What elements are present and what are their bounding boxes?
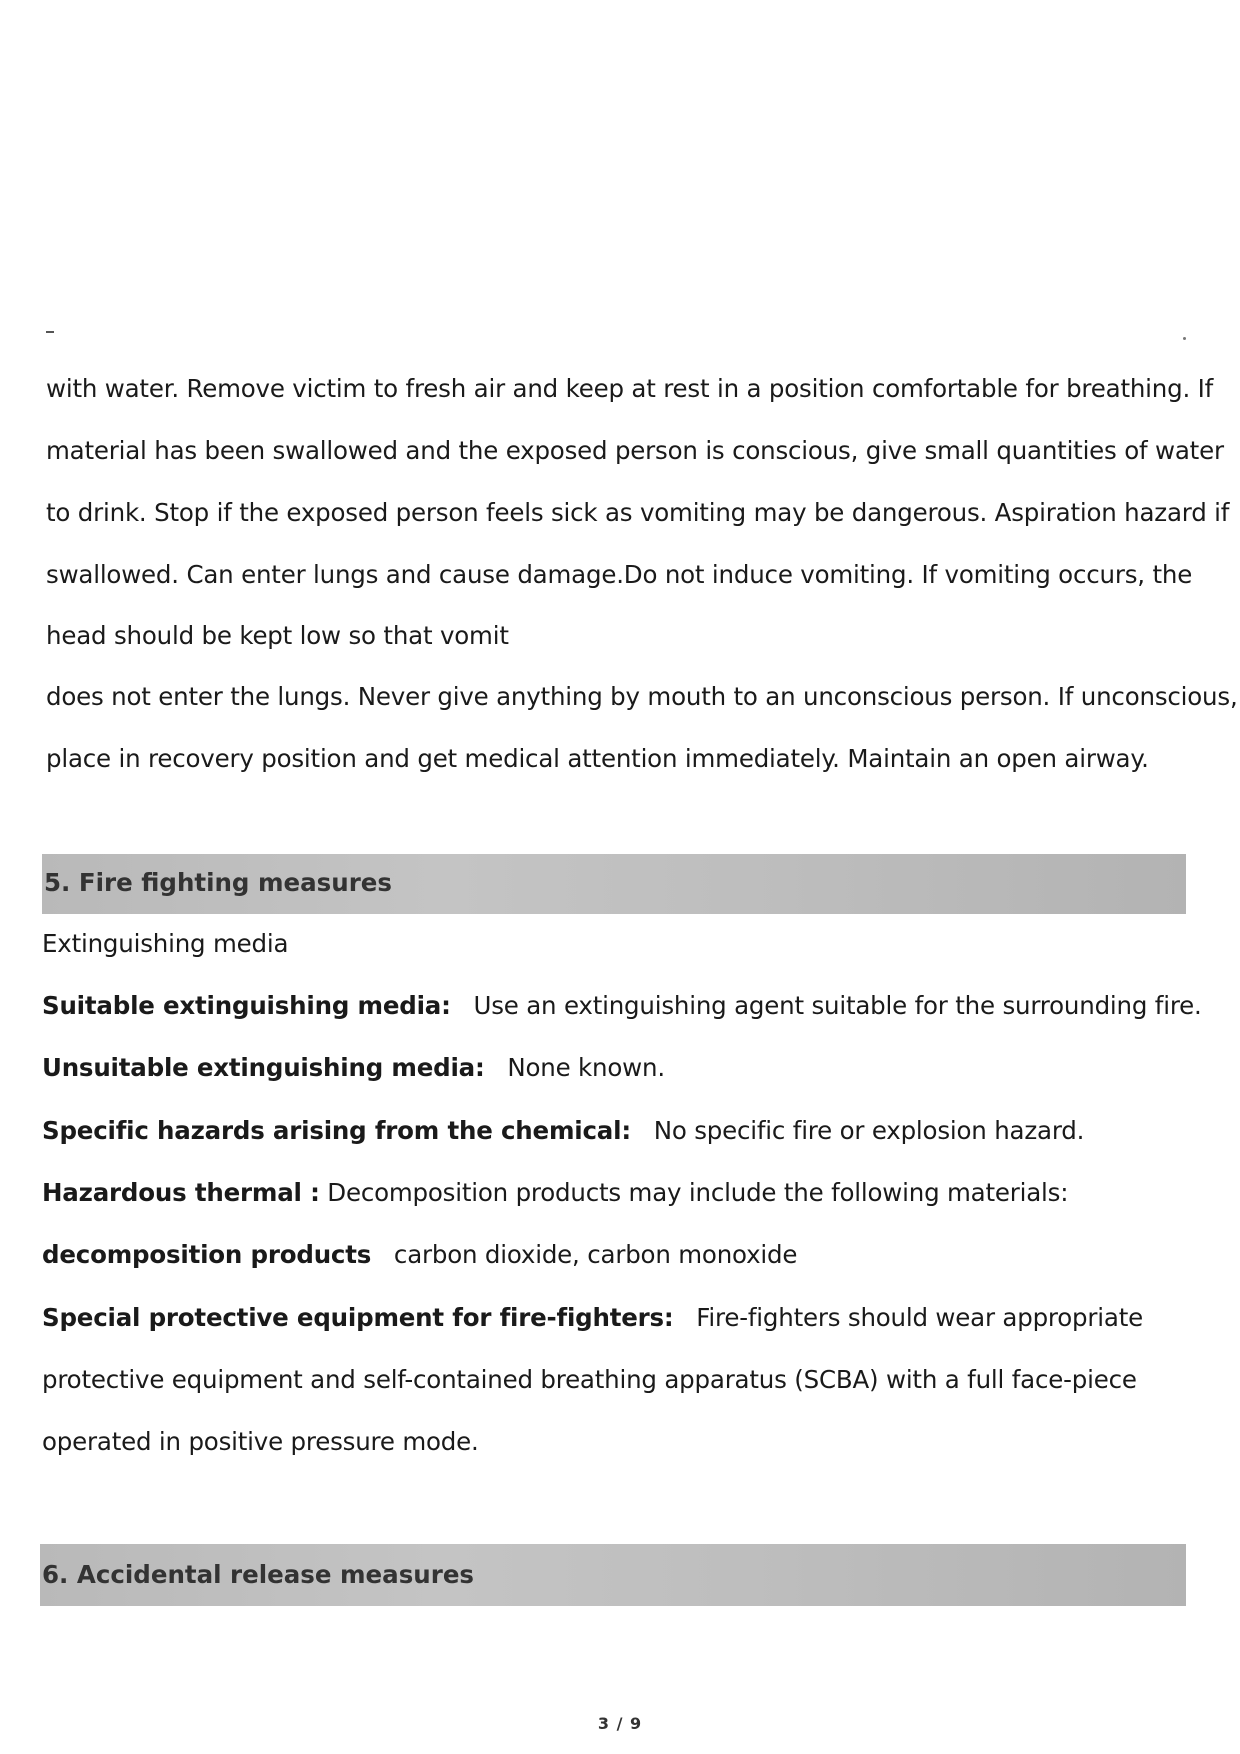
unsuitable-media-label: Unsuitable extinguishing media: bbox=[42, 1053, 485, 1082]
first-aid-line: does not enter the lungs. Never give anything by mouth to an unconscious person. If unconscious, bbox=[46, 682, 1238, 711]
first-aid-line: head should be kept low so that vomit bbox=[46, 621, 509, 650]
protective-equipment-value: Fire-fighters should wear appropriate bbox=[696, 1303, 1143, 1332]
unsuitable-media-row bbox=[42, 1053, 665, 1083]
decomposition-products-label: decomposition products bbox=[42, 1240, 372, 1269]
first-aid-line: with water. Remove victim to fresh air and keep at rest in a position comfortable for breathing. If bbox=[46, 374, 1214, 403]
hazardous-thermal-row bbox=[42, 1178, 1068, 1208]
suitable-media-value: Use an extinguishing agent suitable for the surrounding fire. bbox=[473, 991, 1202, 1020]
decomposition-products-row bbox=[42, 1240, 797, 1270]
first-aid-line: swallowed. Can enter lungs and cause damage.Do not induce vomiting. If vomiting occurs, the bbox=[46, 560, 1193, 589]
section-6-header bbox=[40, 1544, 1186, 1606]
hazardous-thermal-value: Decomposition products may include the following materials: bbox=[327, 1178, 1069, 1207]
unsuitable-media-value: None known. bbox=[507, 1053, 665, 1082]
protective-equipment-label: Special protective equipment for fire-fighters: bbox=[42, 1303, 674, 1332]
decomposition-products-value: carbon dioxide, carbon monoxide bbox=[393, 1240, 798, 1269]
page-number: 3 / 9 bbox=[597, 1714, 643, 1733]
suitable-media-row bbox=[42, 991, 1202, 1021]
protective-equipment-line: operated in positive pressure mode. bbox=[42, 1427, 479, 1456]
section-5-header bbox=[42, 854, 1186, 914]
section-5-title: 5. Fire fighting measures bbox=[44, 868, 392, 897]
extinguishing-media-heading: Extinguishing media bbox=[42, 929, 289, 958]
first-aid-line: to drink. Stop if the exposed person feels sick as vomiting may be dangerous. Aspiration hazard if bbox=[46, 498, 1230, 527]
protective-equipment-row bbox=[42, 1303, 1143, 1333]
specific-hazards-label: Specific hazards arising from the chemical: bbox=[42, 1116, 631, 1145]
protective-equipment-line: protective equipment and self-contained breathing apparatus (SCBA) with a full face-piece bbox=[42, 1365, 1137, 1394]
specific-hazards-row bbox=[42, 1116, 1084, 1146]
first-aid-line: place in recovery position and get medical attention immediately. Maintain an open airway. bbox=[46, 744, 1149, 773]
first-aid-line: material has been swallowed and the exposed person is conscious, give small quantities of water bbox=[46, 436, 1224, 465]
specific-hazards-value: No specific fire or explosion hazard. bbox=[653, 1116, 1085, 1145]
scan-dot bbox=[1183, 337, 1186, 340]
suitable-media-label: Suitable extinguishing media: bbox=[42, 991, 451, 1020]
scan-mark bbox=[46, 331, 54, 333]
hazardous-thermal-label: Hazardous thermal : bbox=[42, 1178, 320, 1207]
section-6-title: 6. Accidental release measures bbox=[42, 1560, 475, 1589]
